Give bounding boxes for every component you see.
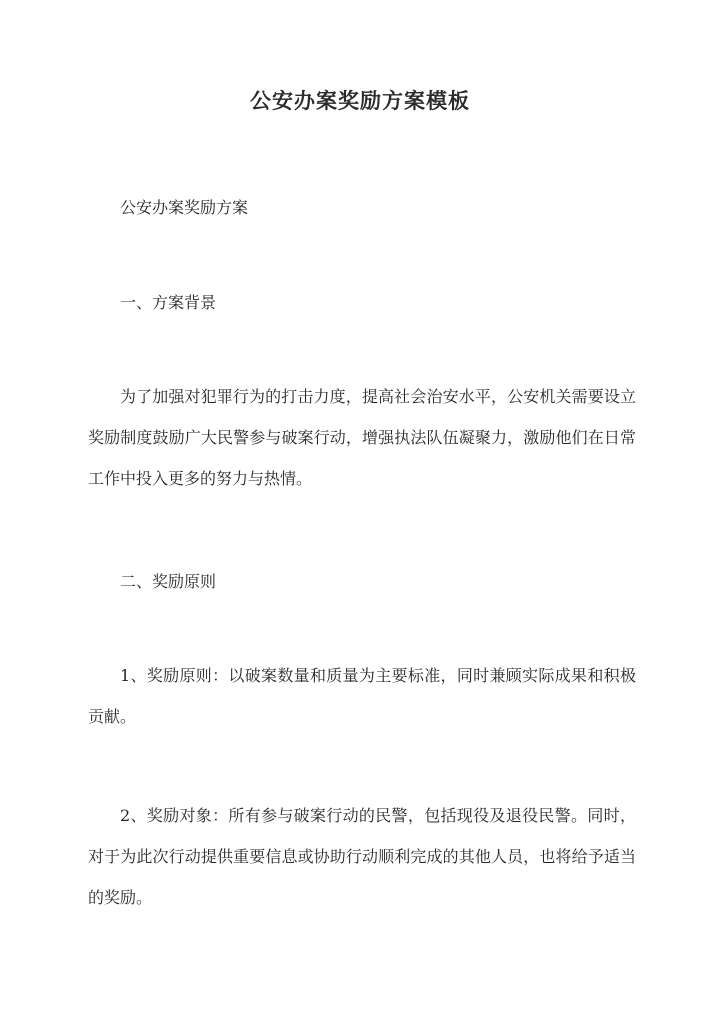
section-heading-background: 一、方案背景 (120, 293, 217, 312)
paragraph-principle-2: 2、奖励对象：所有参与破案行动的民警，包括现役及退役民警。同时，对于为此次行动提供重要信息或协助行动顺利完成的其他人员，也将给予适当的奖励。 (88, 806, 636, 907)
document-title: 公安办案奖励方案模板 (250, 88, 470, 113)
paragraph-background: 为了加强对犯罪行为的打击力度，提高社会治安水平，公安机关需要设立奖励制度鼓励广大民警参与破案行动，增强执法队伍凝聚力，激励他们在日常工作中投入更多的努力与热情。 (88, 387, 636, 488)
paragraph-subtitle: 公安办案奖励方案 (120, 198, 249, 217)
section-heading-principles: 二、奖励原则 (120, 572, 217, 591)
paragraph-principle-1: 1、奖励原则：以破案数量和质量为主要标准，同时兼顾实际成果和积极贡献。 (88, 666, 636, 726)
